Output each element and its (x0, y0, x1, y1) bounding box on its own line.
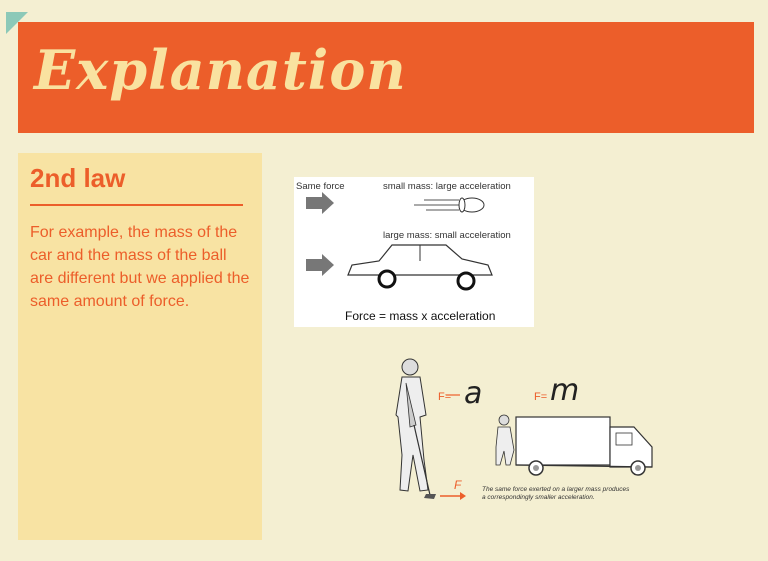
panel-divider (30, 204, 243, 206)
arrow-right-icon (306, 254, 334, 276)
mass-symbol: m (550, 373, 580, 408)
large-mass-label: large mass: small acceleration (383, 230, 511, 241)
ball-icon (414, 198, 484, 212)
page-title: Explanation (34, 38, 407, 102)
golfer-truck-figure (380, 355, 670, 520)
formula-text: Force = mass x acceleration (345, 309, 496, 323)
force-a-label: F= (438, 391, 452, 403)
small-mass-label: small mass: large acceleration (383, 181, 511, 192)
caption-line-2: a correspondingly smaller acceleration. (482, 494, 595, 501)
force-m-label: F= (534, 391, 548, 403)
arrow-right-icon (440, 492, 466, 500)
arrow-right-icon (306, 192, 334, 214)
caption-line-1: The same force exerted on a larger mass produces (482, 486, 630, 493)
panel-heading: 2nd law (30, 163, 126, 193)
car-icon (348, 245, 492, 289)
same-force-label: Same force (296, 181, 345, 192)
panel-body-text: For example, the mass of the car and the mass of the ball are different but we applied the same amount of force. (30, 224, 250, 310)
force-golf-label: F (454, 478, 462, 492)
explanation-panel (18, 153, 262, 540)
acceleration-symbol: a (464, 376, 483, 411)
truck-icon (516, 417, 652, 475)
golfer-icon (396, 359, 436, 499)
title-banner (18, 22, 754, 133)
person-icon (496, 415, 514, 465)
force-comparison-figure (294, 177, 534, 327)
